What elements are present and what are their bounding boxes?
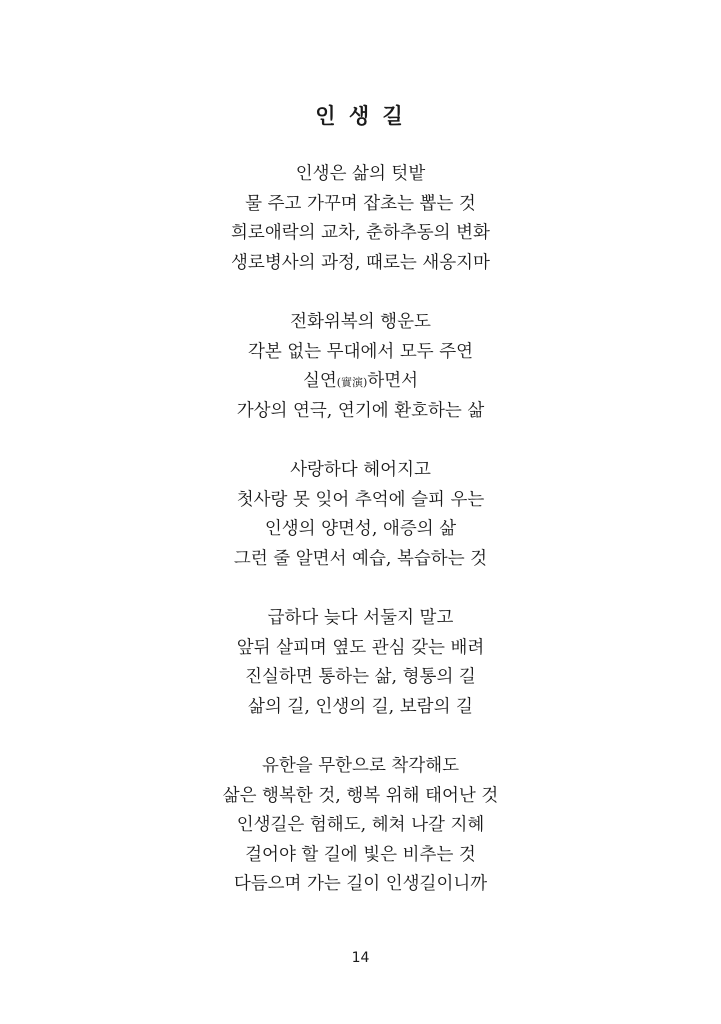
poem-body: [0, 160, 721, 930]
stanza-1: [0, 160, 721, 278]
poem-line: 전화위복의 행운도: [290, 312, 431, 332]
poem-text: 실연: [302, 371, 337, 391]
poem-line: 생로병사의 과정, 때로는 새옹지마: [231, 252, 490, 273]
poem-line: 인생길은 험해도, 헤쳐 나갈 지혜: [236, 815, 485, 835]
poem-line: 물 주고 가꾸며 잡초는 뽑는 것: [245, 193, 476, 214]
poem-line: 인생의 양면성, 애증의 삶: [264, 519, 457, 539]
poem-text: 하면서: [367, 371, 419, 391]
poem-line: 인생은 삶의 텃밭: [295, 164, 426, 184]
stanza-3: [0, 456, 721, 574]
stanza-4: [0, 604, 721, 722]
poem-line: 진실하면 통하는 삶, 형통의 길: [245, 667, 476, 687]
poem-line: 그런 줄 알면서 예습, 복습하는 것: [233, 548, 488, 569]
poem-line: 첫사랑 못 잊어 추억에 슬피 우는: [236, 489, 485, 510]
poem-line: 각본 없는 무대에서 모두 주연: [247, 341, 474, 362]
poem-line: 사랑하다 헤어지고: [290, 460, 431, 480]
poem-line: 걸어야 할 길에 빛은 비추는 것: [245, 844, 476, 865]
poem-line: 다듬으며 가는 길이 인생길이니까: [233, 874, 488, 894]
page-number: 14: [351, 950, 370, 966]
stanza-2: [0, 308, 721, 426]
poem-line: 유한을 무한으로 착각해도: [261, 756, 460, 776]
poem-line: 급하다 늦다 서둘지 말고: [267, 608, 454, 628]
stanza-5: [0, 752, 721, 900]
poem-line-with-hanja: [0, 367, 721, 397]
poem-line: 삶의 길, 인생의 길, 보람의 길: [248, 696, 473, 717]
poem-line: 삶은 행복한 것, 행복 위해 태어난 것: [222, 785, 499, 806]
hanja-annotation: (實演): [336, 376, 368, 389]
poem-line: 희로애락의 교차, 춘하추동의 변화: [231, 223, 490, 243]
poem-line: 앞뒤 살피며 옆도 관심 갖는 배려: [236, 637, 485, 658]
poem-line: 가상의 연극, 연기에 환호하는 삶: [236, 400, 485, 421]
poem-title: 인 생 길: [315, 104, 406, 128]
